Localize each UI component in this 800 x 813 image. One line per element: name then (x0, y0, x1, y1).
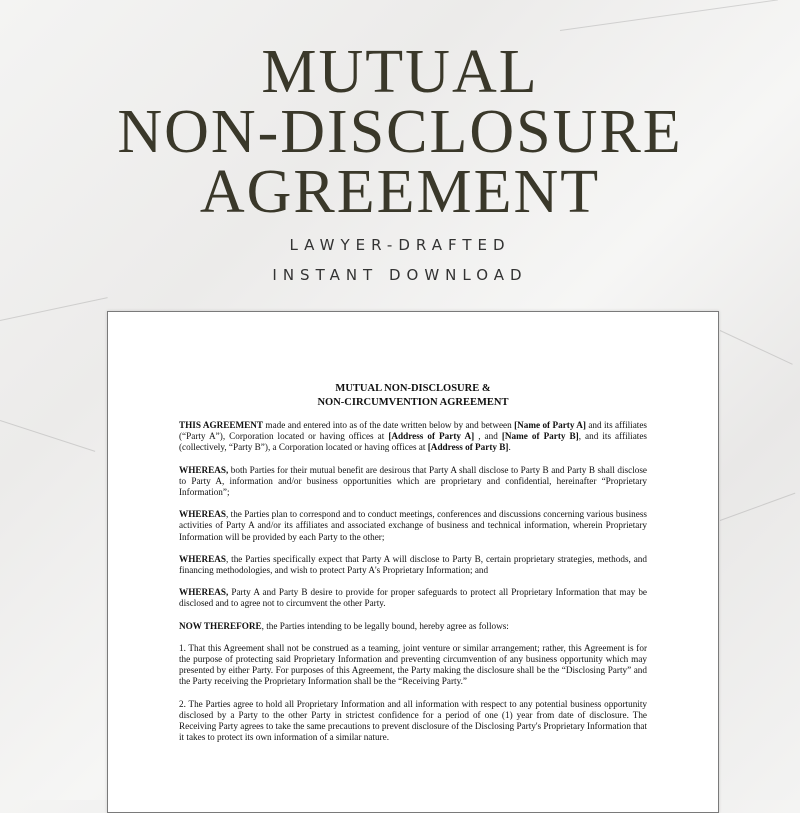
paragraph-whereas-3 (179, 554, 647, 576)
bold-text: THIS AGREEMENT (179, 420, 264, 430)
text: , and its affiliates (collectively, “Party B”), a Corporation located or having offices at (179, 431, 648, 453)
paragraph-intro (179, 420, 647, 454)
text: , the Parties specifically expect that Party A will disclose to Party B, certain proprietary strategies, methods, and financing methodologies, and wish to protect Party A's Proprietary Information; and (179, 553, 647, 576)
bold-text: [Name of Party A] (514, 420, 586, 430)
document-title-line: NON-CIRCUMVENTION AGREEMENT (317, 397, 509, 408)
bold-text: WHEREAS, (179, 464, 229, 475)
paragraph-clause-2: 2. The Parties agree to hold all Proprietary Information and all information with respect to any potential business opportunity disclosed by a Party to the other Party in strictest confidence for a period of one (1) year from date of disclosure. The Receiving Party agrees to take the same precautions to prevent disclosure of the Disclosing Party's Proprietary Information that it takes to protect its own information of a similar nature. (179, 698, 647, 743)
marble-vein (720, 493, 796, 521)
paragraph-whereas-4 (179, 587, 647, 609)
bold-text: [Address of Party A] (388, 431, 475, 442)
hero-title (0, 38, 800, 226)
text: both Parties for their mutual benefit are desirous that Party A shall disclose to Party B and Party B shall disclose to Party A, information and/or business opportunities which are proprietary and confidential, hereinafter “Proprietary Information”; (179, 464, 647, 498)
bold-text: [Name of Party B] (501, 431, 579, 442)
paragraph-whereas-1 (179, 465, 647, 499)
text: , the Parties plan to correspond and to conduct meetings, conferences and discussions concerning various business activities of Party A and/or its affiliates and associated exchange of business and technical information, wherein Proprietary Information will be provided by each Party to the other; (179, 509, 647, 542)
subtitle-lawyer-drafted: LAWYER-DRAFTED (289, 236, 511, 254)
paragraph-now-therefore (179, 621, 647, 632)
marble-vein (720, 330, 793, 365)
document-title-line: MUTUAL NON-DISCLOSURE & (335, 383, 491, 394)
bold-text: WHEREAS (179, 553, 226, 564)
subtitle-instant-download: INSTANT DOWNLOAD (272, 266, 528, 284)
hero-title-line: NON-DISCLOSURE (117, 98, 683, 166)
text: , and (474, 431, 502, 442)
document-body (179, 382, 647, 754)
document-preview (107, 311, 719, 813)
paragraph-clause-1: 1. That this Agreement shall not be construed as a teaming, joint venture or similar arrangement; rather, this Agreement is for the purpose of protecting said Proprietary Information and preventing circumvention of any business opportunity which may presented by either Party. For purposes of this Agreement, the Party making the disclosure shall be the “Disclosing Party” and the Party receiving the Proprietary Information shall be the “Receiving Party.” (179, 642, 647, 687)
paragraph-whereas-2 (179, 509, 647, 543)
text: made and entered into as of the date written below by and between (263, 420, 515, 430)
marble-vein (0, 420, 95, 452)
bold-text: NOW THEREFORE (179, 620, 262, 631)
bold-text: [Address of Party B] (427, 442, 509, 453)
hero-title-line: MUTUAL (261, 38, 539, 106)
text: . (508, 442, 511, 453)
bold-text: WHEREAS (179, 509, 226, 520)
text: , the Parties intending to be legally bound, hereby agree as follows: (261, 620, 509, 631)
text: Party A and Party B desire to provide for proper safeguards to protect all Proprietary Information that may be disclosed and to agree not to circumvent the other Party. (179, 587, 647, 609)
text: and its affiliates (“Party A”), Corporation located or having offices at (179, 420, 648, 442)
marble-vein (560, 0, 778, 31)
marble-vein (0, 297, 108, 321)
bold-text: WHEREAS, (179, 587, 229, 598)
hero-title-line: AGREEMENT (199, 158, 601, 226)
document-title (179, 382, 647, 410)
